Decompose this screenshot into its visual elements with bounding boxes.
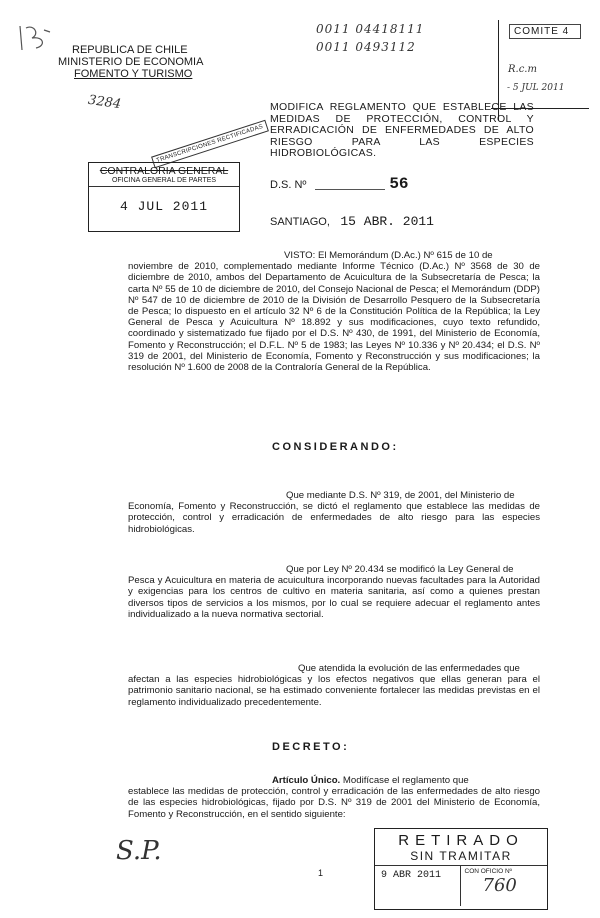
contraloria-date: 4 JUL 2011 bbox=[119, 199, 208, 214]
considerando-paragraph-3 bbox=[128, 663, 540, 708]
scribble-mark bbox=[14, 22, 56, 54]
oficio-number: 760 bbox=[482, 875, 517, 896]
handwritten-ref-number: 3284 bbox=[87, 92, 122, 113]
articulo-lead-bold: Artículo Único. bbox=[272, 775, 341, 786]
contraloria-line1: CONTRALORIA GENERAL bbox=[99, 165, 229, 177]
retirado-stamp bbox=[374, 828, 548, 910]
transcription-stamp-text: TRANSCRIPCIONES RECTIFICADAS bbox=[151, 120, 269, 168]
considerando-paragraph-1 bbox=[128, 490, 540, 535]
santiago-date-row bbox=[270, 212, 434, 230]
decreto-heading: DECRETO: bbox=[272, 741, 350, 753]
comite-date: - 5 JUL 2011 bbox=[507, 83, 565, 93]
oficio-label: CON OFICIO Nº bbox=[464, 868, 513, 875]
considerando-2-body: Pesca y Acuicultura en materia de acuicultura incorporando nuevas facultades para la Autoridad y exigencias para los centros de cultivo en materia sanitaria, así como a quienes prestan diversos tipos de servicios a los mismos, por lo cual se requiere adecuar el reglamento antes individualizado a la nueva normativa sectorial. bbox=[128, 575, 540, 620]
scribble-icon bbox=[14, 22, 56, 54]
visto-body: noviembre de 2010, complementado mediante Informe Técnico (D.Ac.) Nº 3568 de 30 de diciembre de 2010, ambos del Departamento de Acuicultura de la Subsecretaría de Pesca; la carta Nº 55 de 10 de diciembre de 2010, del Consejo Nacional de Pesca; el Memorándum (DDP) Nº 547 de 10 de diciembre de 2010 de la División de Desarrollo Pesquero de la Subsecretaría de Pesca; lo dispuesto en el artículo 32 Nº 6 de la Constitución Política de la República; la Ley General de Pesca y Acuicultura Nº 18.892 y sus modificaciones, cuyo texto refundido, coordinado y sistematizado fue fijado por el D.S. Nº 430, de 1991, del Ministerio de Economía, Fomento y Reconstrucción; el D.F.L. Nº 5 de 1983; las Leyes Nº 10.336 y Nº 20.434; el D.S. Nº 319 de 2001, del Ministerio de Economía, Fomento y Reconstrucción y sus modificaciones; la resolución Nº 1.600 de 2008 de la Contraloría General de la República. bbox=[128, 261, 540, 374]
considerando-1-lead: Que mediante D.S. Nº 319, de 2001, del Ministerio de bbox=[286, 490, 515, 501]
articulo-body: establece las medidas de protección, control y erradicación de las enfermedades de alto riesgo de las especies hidrobiológicas, fijado por D.S. Nº 319 de 2001 del Ministerio de Economía, Fomento y Reconstrucción, en el sentido siguiente: bbox=[128, 786, 540, 820]
contraloria-stamp bbox=[88, 162, 240, 232]
handwritten-initials: S.P. bbox=[116, 836, 162, 866]
considerando-2-lead: Que por Ley Nº 20.434 se modificó la Ley General de bbox=[286, 564, 514, 575]
transcription-stamp bbox=[151, 120, 269, 168]
header-line-fomento: FOMENTO Y TURISMO bbox=[74, 68, 193, 80]
header-line-ministry: MINISTERIO DE ECONOMIA bbox=[58, 56, 204, 68]
contraloria-line2: OFICINA GENERAL DE PARTES bbox=[89, 177, 239, 187]
retirado-line1: RETIRADO bbox=[398, 832, 524, 849]
visto-paragraph bbox=[128, 250, 540, 373]
handwritten-code-1: 0011 04418111 bbox=[316, 22, 425, 36]
ds-number-row bbox=[270, 175, 409, 193]
considerando-paragraph-2 bbox=[128, 564, 540, 620]
ds-label: D.S. Nº bbox=[270, 179, 307, 191]
ministry-header bbox=[58, 44, 228, 80]
articulo-lead bbox=[128, 775, 540, 786]
considerando-1-body: Economía, Fomento y Reconstrucción, se dictó el reglamento que establece las medidas de protección, control y erradicación de enfermedades de alto riesgo para las especies hidrobiológicas. bbox=[128, 501, 540, 535]
retirado-date: 9 ABR 2011 bbox=[375, 866, 461, 906]
santiago-label: SANTIAGO, bbox=[270, 216, 330, 228]
handwritten-code-2: 0011 0493112 bbox=[316, 40, 416, 54]
comite-label: COMITE 4 bbox=[509, 24, 581, 39]
articulo-lead-rest: Modifícase el reglamento que bbox=[340, 775, 469, 786]
document-title: MODIFICA REGLAMENTO QUE ESTABLECE LAS MEDIDAS DE PROTECCIÓN, CONTROL Y ERRADICACIÓN DE ENFERMEDADES DE ALTO RIESGO PARA LAS ESPECIES HIDROBIOLÓGICAS. bbox=[270, 101, 534, 159]
page-mark: 1 bbox=[318, 868, 324, 878]
ds-number: 56 bbox=[389, 175, 409, 193]
header-line-republic: REPUBLICA DE CHILE bbox=[72, 44, 188, 56]
considerando-heading: CONSIDERANDO: bbox=[272, 441, 399, 453]
santiago-date: 15 ABR. 2011 bbox=[340, 214, 434, 229]
articulo-unico-paragraph bbox=[128, 775, 540, 820]
considerando-3-lead: Que atendida la evolución de las enfermedades que bbox=[298, 663, 520, 674]
retirado-line2: SIN TRAMITAR bbox=[375, 849, 547, 866]
visto-lead: VISTO: El Memorándum (D.Ac.) Nº 615 de 10 de bbox=[284, 250, 493, 261]
considerando-3-body: afectan a las especies hidrobiológicas y los efectos negativos que ellas generan para el patrimonio sanitario nacional, se ha estimado conveniente fortalecer las medidas previstas en el reglamento individualizado precedentemente. bbox=[128, 674, 540, 708]
handwritten-rem: R.c.m bbox=[508, 64, 537, 75]
